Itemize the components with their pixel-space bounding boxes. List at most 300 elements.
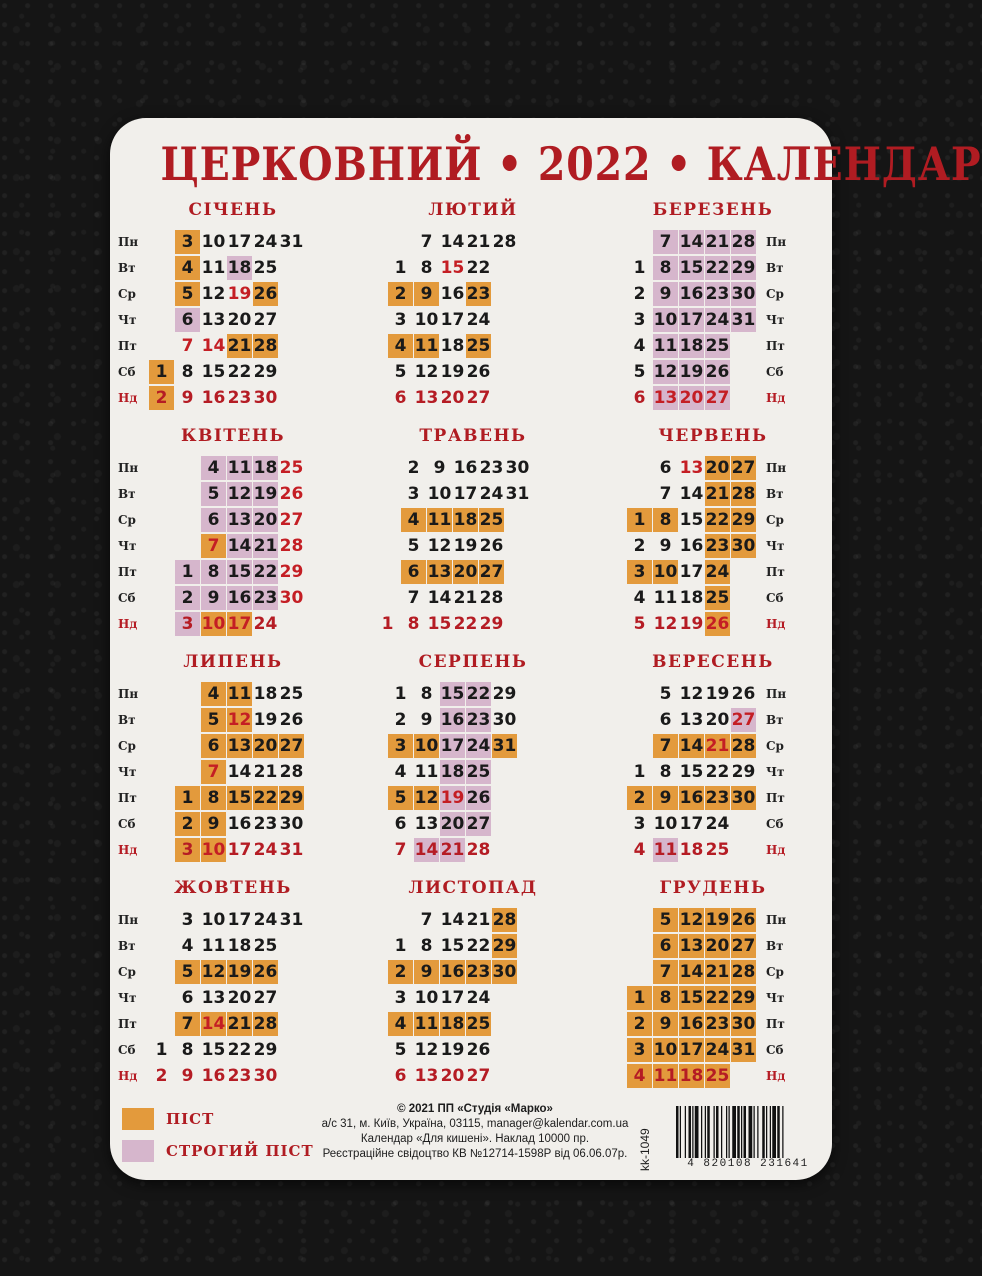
barcode-bar [749,1106,753,1158]
day-cell: 5 [388,786,413,810]
day-cell: 15 [201,1040,226,1060]
day-cell: 22 [466,936,491,956]
day-cell: 19 [679,614,704,634]
weekday-label: Сб [766,591,784,605]
day-cell: 23 [253,814,278,834]
weekday-label: Пт [766,565,785,579]
day-cell: 17 [227,840,252,860]
day-cell: 1 [381,614,394,634]
day-cell: 4 [633,336,646,356]
month-name: ЧЕРВЕНЬ [658,426,768,446]
day-cell: 11 [227,684,252,704]
month-days-grid [118,230,348,412]
weekday-label: Ср [118,965,136,979]
day-cell: 2 [394,710,407,730]
day-cell: 28 [466,840,491,860]
day-cell: 21 [705,484,730,504]
day-cell: 27 [731,458,756,478]
month-block [598,878,828,1104]
month-block [118,426,348,652]
weekday-label: Чт [766,765,785,779]
day-cell: 14 [679,962,704,982]
day-cell: 31 [731,1040,756,1060]
day-cell: 5 [394,362,407,382]
day-cell: 23 [705,788,730,808]
day-cell: 17 [440,310,465,330]
day-cell: 7 [653,734,678,758]
day-cell: 17 [679,310,704,330]
day-cell: 9 [433,458,446,478]
day-cell: 16 [679,1014,704,1034]
day-cell: 29 [279,788,304,808]
day-cell: 21 [227,1014,252,1034]
day-cell: 15 [440,684,465,704]
day-cell: 14 [440,910,465,930]
day-cell: 17 [453,484,478,504]
day-cell: 8 [407,614,420,634]
day-cell: 3 [633,310,646,330]
day-cell: 12 [679,684,704,704]
weekday-label: Вт [118,939,136,953]
day-cell: 2 [149,386,174,410]
day-cell: 19 [253,710,278,730]
weekday-label: Нд [118,391,138,405]
day-cell: 3 [388,734,413,758]
day-cell: 12 [414,788,439,808]
day-cell: 1 [633,762,646,782]
day-cell: 30 [492,710,517,730]
day-cell: 19 [440,788,465,808]
barcode-bar [772,1106,776,1158]
day-cell: 5 [201,708,226,732]
day-cell: 9 [181,388,194,408]
weekday-label: Пт [766,339,785,353]
day-cell: 16 [679,536,704,556]
day-cell: 21 [253,762,278,782]
weekday-label: Пн [118,687,139,701]
day-cell: 7 [653,230,678,254]
day-cell: 11 [653,840,678,860]
day-cell: 29 [731,510,756,530]
weekday-label: Пт [118,1017,137,1031]
day-cell: 15 [427,614,452,634]
day-cell: 9 [181,1066,194,1086]
day-cell: 20 [453,562,478,582]
day-cell: 18 [440,1014,465,1034]
day-cell: 23 [466,962,491,982]
day-cell: 7 [420,910,433,930]
month-days-grid [358,908,588,1090]
day-cell: 1 [627,986,652,1010]
day-cell: 9 [653,1012,678,1036]
day-cell: 13 [414,814,439,834]
day-cell: 21 [453,588,478,608]
day-cell: 30 [253,388,278,408]
weekday-label: Чт [766,313,785,327]
day-cell: 24 [253,614,278,634]
publisher-address: а/с 31, м. Київ, Україна, 03115, manager@kalendar.com.ua [321,1118,629,1130]
day-cell: 25 [705,336,730,356]
day-cell: 27 [279,736,304,756]
day-cell: 9 [659,536,672,556]
day-cell: 8 [659,762,672,782]
day-cell: 20 [253,510,278,530]
day-cell: 30 [731,788,756,808]
day-cell: 22 [253,562,278,582]
day-cell: 19 [453,536,478,556]
day-cell: 26 [731,910,756,930]
day-cell: 6 [394,388,407,408]
month-block [598,652,828,878]
day-cell: 13 [679,458,704,478]
day-cell: 12 [414,362,439,382]
day-cell: 23 [466,710,491,730]
day-cell: 29 [279,562,304,582]
weekday-label: Нд [118,617,138,631]
barcode-bar [705,1106,706,1158]
day-cell: 6 [181,988,194,1008]
day-cell: 10 [653,310,678,330]
day-cell: 30 [731,536,756,556]
day-cell: 8 [653,508,678,532]
day-cell: 30 [731,284,756,304]
day-cell: 5 [175,960,200,984]
day-cell: 23 [253,588,278,608]
day-cell: 5 [407,536,420,556]
month-days-grid [598,230,828,412]
weekday-label: Нд [118,1069,138,1083]
day-cell: 28 [731,736,756,756]
day-cell: 13 [227,736,252,756]
day-cell: 15 [440,936,465,956]
day-cell: 21 [705,962,730,982]
day-cell: 23 [227,388,252,408]
weekday-label: Вт [766,713,784,727]
day-cell: 16 [201,388,226,408]
day-cell: 2 [175,586,200,610]
day-cell: 10 [427,484,452,504]
day-cell: 17 [679,814,704,834]
day-cell: 16 [679,788,704,808]
day-cell: 27 [479,562,504,582]
barcode-bar [737,1106,740,1158]
day-cell: 28 [731,962,756,982]
weekday-label: Ср [766,739,784,753]
day-cell: 26 [279,484,304,504]
barcode-bar [707,1106,710,1158]
day-cell: 26 [279,710,304,730]
day-cell: 6 [633,388,646,408]
day-cell: 18 [679,588,704,608]
month-block [118,200,348,426]
day-cell: 4 [627,1064,652,1088]
day-cell: 30 [731,1014,756,1034]
day-cell: 22 [705,762,730,782]
day-cell: 4 [388,334,413,358]
barcode-bar [689,1106,692,1158]
day-cell: 28 [253,336,278,356]
day-cell: 26 [253,962,278,982]
barcode-bar [762,1106,765,1158]
day-cell: 22 [466,258,491,278]
day-cell: 7 [201,760,226,784]
day-cell: 11 [427,510,452,530]
barcode-bar [685,1106,686,1158]
day-cell: 4 [201,682,226,706]
day-cell: 7 [201,534,226,558]
day-cell: 25 [705,840,730,860]
day-cell: 13 [653,388,678,408]
day-cell: 10 [653,562,678,582]
day-cell: 6 [201,734,226,758]
month-name: ГРУДЕНЬ [659,878,767,898]
strict-fast-legend-label: СТРОГИЙ ПІСТ [166,1142,314,1160]
day-cell: 25 [705,1066,730,1086]
day-cell: 26 [705,614,730,634]
day-cell: 24 [705,562,730,582]
barcode-bar [692,1106,693,1158]
day-cell: 13 [679,710,704,730]
month-days-grid [598,456,828,638]
day-cell: 13 [414,1066,439,1086]
day-cell: 30 [253,1066,278,1086]
day-cell: 28 [279,762,304,782]
day-cell: 24 [705,1040,730,1060]
month-block [358,878,588,1104]
day-cell: 5 [659,684,672,704]
weekday-label: Ср [118,287,136,301]
day-cell: 22 [705,988,730,1008]
month-block [598,200,828,426]
day-cell: 21 [705,736,730,756]
day-cell: 11 [653,588,678,608]
weekday-label: Ср [766,513,784,527]
day-cell: 12 [201,962,226,982]
day-cell: 2 [407,458,420,478]
month-days-grid [598,908,828,1090]
day-cell: 20 [440,1066,465,1086]
month-name: БЕРЕЗЕНЬ [652,200,774,220]
day-cell: 6 [659,710,672,730]
day-cell: 25 [466,1014,491,1034]
barcode-bar [716,1106,719,1158]
day-cell: 17 [227,232,252,252]
weekday-label: Сб [766,365,784,379]
weekday-label: Сб [118,365,136,379]
day-cell: 6 [394,1066,407,1086]
day-cell: 18 [253,458,278,478]
barcode-bar [741,1106,742,1158]
day-cell: 28 [253,1014,278,1034]
weekday-label: Пн [118,461,139,475]
weekday-label: Пт [118,791,137,805]
day-cell: 27 [705,388,730,408]
day-cell: 14 [427,588,452,608]
day-cell: 27 [466,814,491,834]
day-cell: 20 [705,710,730,730]
barcode-bar [714,1106,715,1158]
month-days-grid [118,682,348,864]
day-cell: 22 [466,684,491,704]
day-cell: 25 [705,588,730,608]
day-cell: 8 [420,684,433,704]
day-cell: 15 [227,788,252,808]
day-cell: 6 [401,560,426,584]
day-cell: 3 [394,988,407,1008]
day-cell: 15 [679,762,704,782]
day-cell: 17 [679,562,704,582]
day-cell: 13 [414,388,439,408]
day-cell: 13 [201,310,226,330]
month-name: ЖОВТЕНЬ [174,878,292,898]
day-cell: 17 [440,988,465,1008]
day-cell: 19 [227,284,252,304]
day-cell: 22 [227,1040,252,1060]
weekday-label: Пн [766,913,787,927]
day-cell: 15 [201,362,226,382]
publisher-edition: Календар «Для кишені». Наклад 10000 пр. [360,1133,590,1145]
day-cell: 13 [201,988,226,1008]
weekday-label: Вт [766,939,784,953]
day-cell: 1 [149,360,174,384]
day-cell: 9 [201,812,226,836]
day-cell: 18 [679,336,704,356]
day-cell: 22 [453,614,478,634]
day-cell: 28 [492,910,517,930]
weekday-label: Сб [118,591,136,605]
month-name: СЕРПЕНЬ [418,652,528,672]
day-cell: 19 [440,1040,465,1060]
day-cell: 3 [394,310,407,330]
day-cell: 21 [440,840,465,860]
barcode-bar [721,1106,722,1158]
day-cell: 8 [420,258,433,278]
day-cell: 21 [705,232,730,252]
day-cell: 10 [201,614,226,634]
day-cell: 13 [427,562,452,582]
day-cell: 27 [253,310,278,330]
day-cell: 24 [253,910,278,930]
day-cell: 11 [414,1014,439,1034]
weekday-label: Пт [118,339,137,353]
day-cell: 14 [201,336,226,356]
month-block [358,426,588,652]
day-cell: 24 [705,310,730,330]
day-cell: 12 [653,614,678,634]
day-cell: 5 [201,482,226,506]
day-cell: 16 [679,284,704,304]
day-cell: 17 [440,736,465,756]
day-cell: 14 [227,536,252,556]
weekday-label: Пт [118,565,137,579]
day-cell: 30 [505,458,530,478]
month-name: СІЧЕНЬ [188,200,278,220]
day-cell: 16 [227,814,252,834]
day-cell: 15 [679,510,704,530]
day-cell: 2 [388,960,413,984]
day-cell: 7 [175,1012,200,1036]
barcode-bar [680,1106,681,1158]
day-cell: 1 [394,684,407,704]
weekday-label: Чт [118,539,137,553]
day-cell: 3 [627,1038,652,1062]
barcode-bar [701,1106,702,1158]
day-cell: 20 [440,388,465,408]
day-cell: 23 [705,284,730,304]
day-cell: 21 [466,232,491,252]
day-cell: 25 [279,684,304,704]
day-cell: 26 [466,1040,491,1060]
day-cell: 5 [653,908,678,932]
month-days-grid [358,456,588,638]
day-cell: 10 [201,840,226,860]
day-cell: 9 [420,710,433,730]
day-cell: 3 [633,814,646,834]
day-cell: 3 [175,612,200,636]
day-cell: 15 [227,562,252,582]
day-cell: 19 [440,362,465,382]
day-cell: 20 [705,458,730,478]
day-cell: 26 [731,684,756,704]
day-cell: 12 [227,484,252,504]
day-cell: 11 [653,1066,678,1086]
day-cell: 25 [479,510,504,530]
day-cell: 16 [440,962,465,982]
weekday-label: Пн [766,461,787,475]
barcode-bar [729,1106,730,1158]
day-cell: 2 [175,812,200,836]
month-days-grid [598,682,828,864]
weekday-label: Нд [118,843,138,857]
day-cell: 24 [466,736,491,756]
day-cell: 18 [679,1066,704,1086]
day-cell: 12 [414,1040,439,1060]
day-cell: 17 [227,910,252,930]
day-cell: 19 [679,362,704,382]
day-cell: 4 [633,588,646,608]
day-cell: 20 [705,936,730,956]
day-cell: 20 [253,736,278,756]
day-cell: 17 [679,1040,704,1060]
day-cell: 14 [679,736,704,756]
day-cell: 6 [394,814,407,834]
day-cell: 3 [175,230,200,254]
day-cell: 25 [466,336,491,356]
weekday-label: Пт [766,791,785,805]
barcode-bar [676,1106,679,1158]
month-block [598,426,828,652]
month-block [358,200,588,426]
day-cell: 13 [679,936,704,956]
month-name: КВІТЕНЬ [181,426,285,446]
month-block [358,652,588,878]
day-cell: 18 [227,258,252,278]
month-name: ЛИПЕНЬ [183,652,283,672]
day-cell: 15 [679,258,704,278]
weekday-label: Сб [118,817,136,831]
day-cell: 27 [253,988,278,1008]
day-cell: 8 [653,256,678,280]
weekday-label: Нд [766,1069,786,1083]
day-cell: 24 [705,814,730,834]
barcode-bar [744,1106,747,1158]
day-cell: 31 [279,910,304,930]
day-cell: 27 [466,388,491,408]
day-cell: 28 [279,536,304,556]
month-days-grid [358,682,588,864]
barcode-bar [777,1106,780,1158]
day-cell: 20 [227,988,252,1008]
